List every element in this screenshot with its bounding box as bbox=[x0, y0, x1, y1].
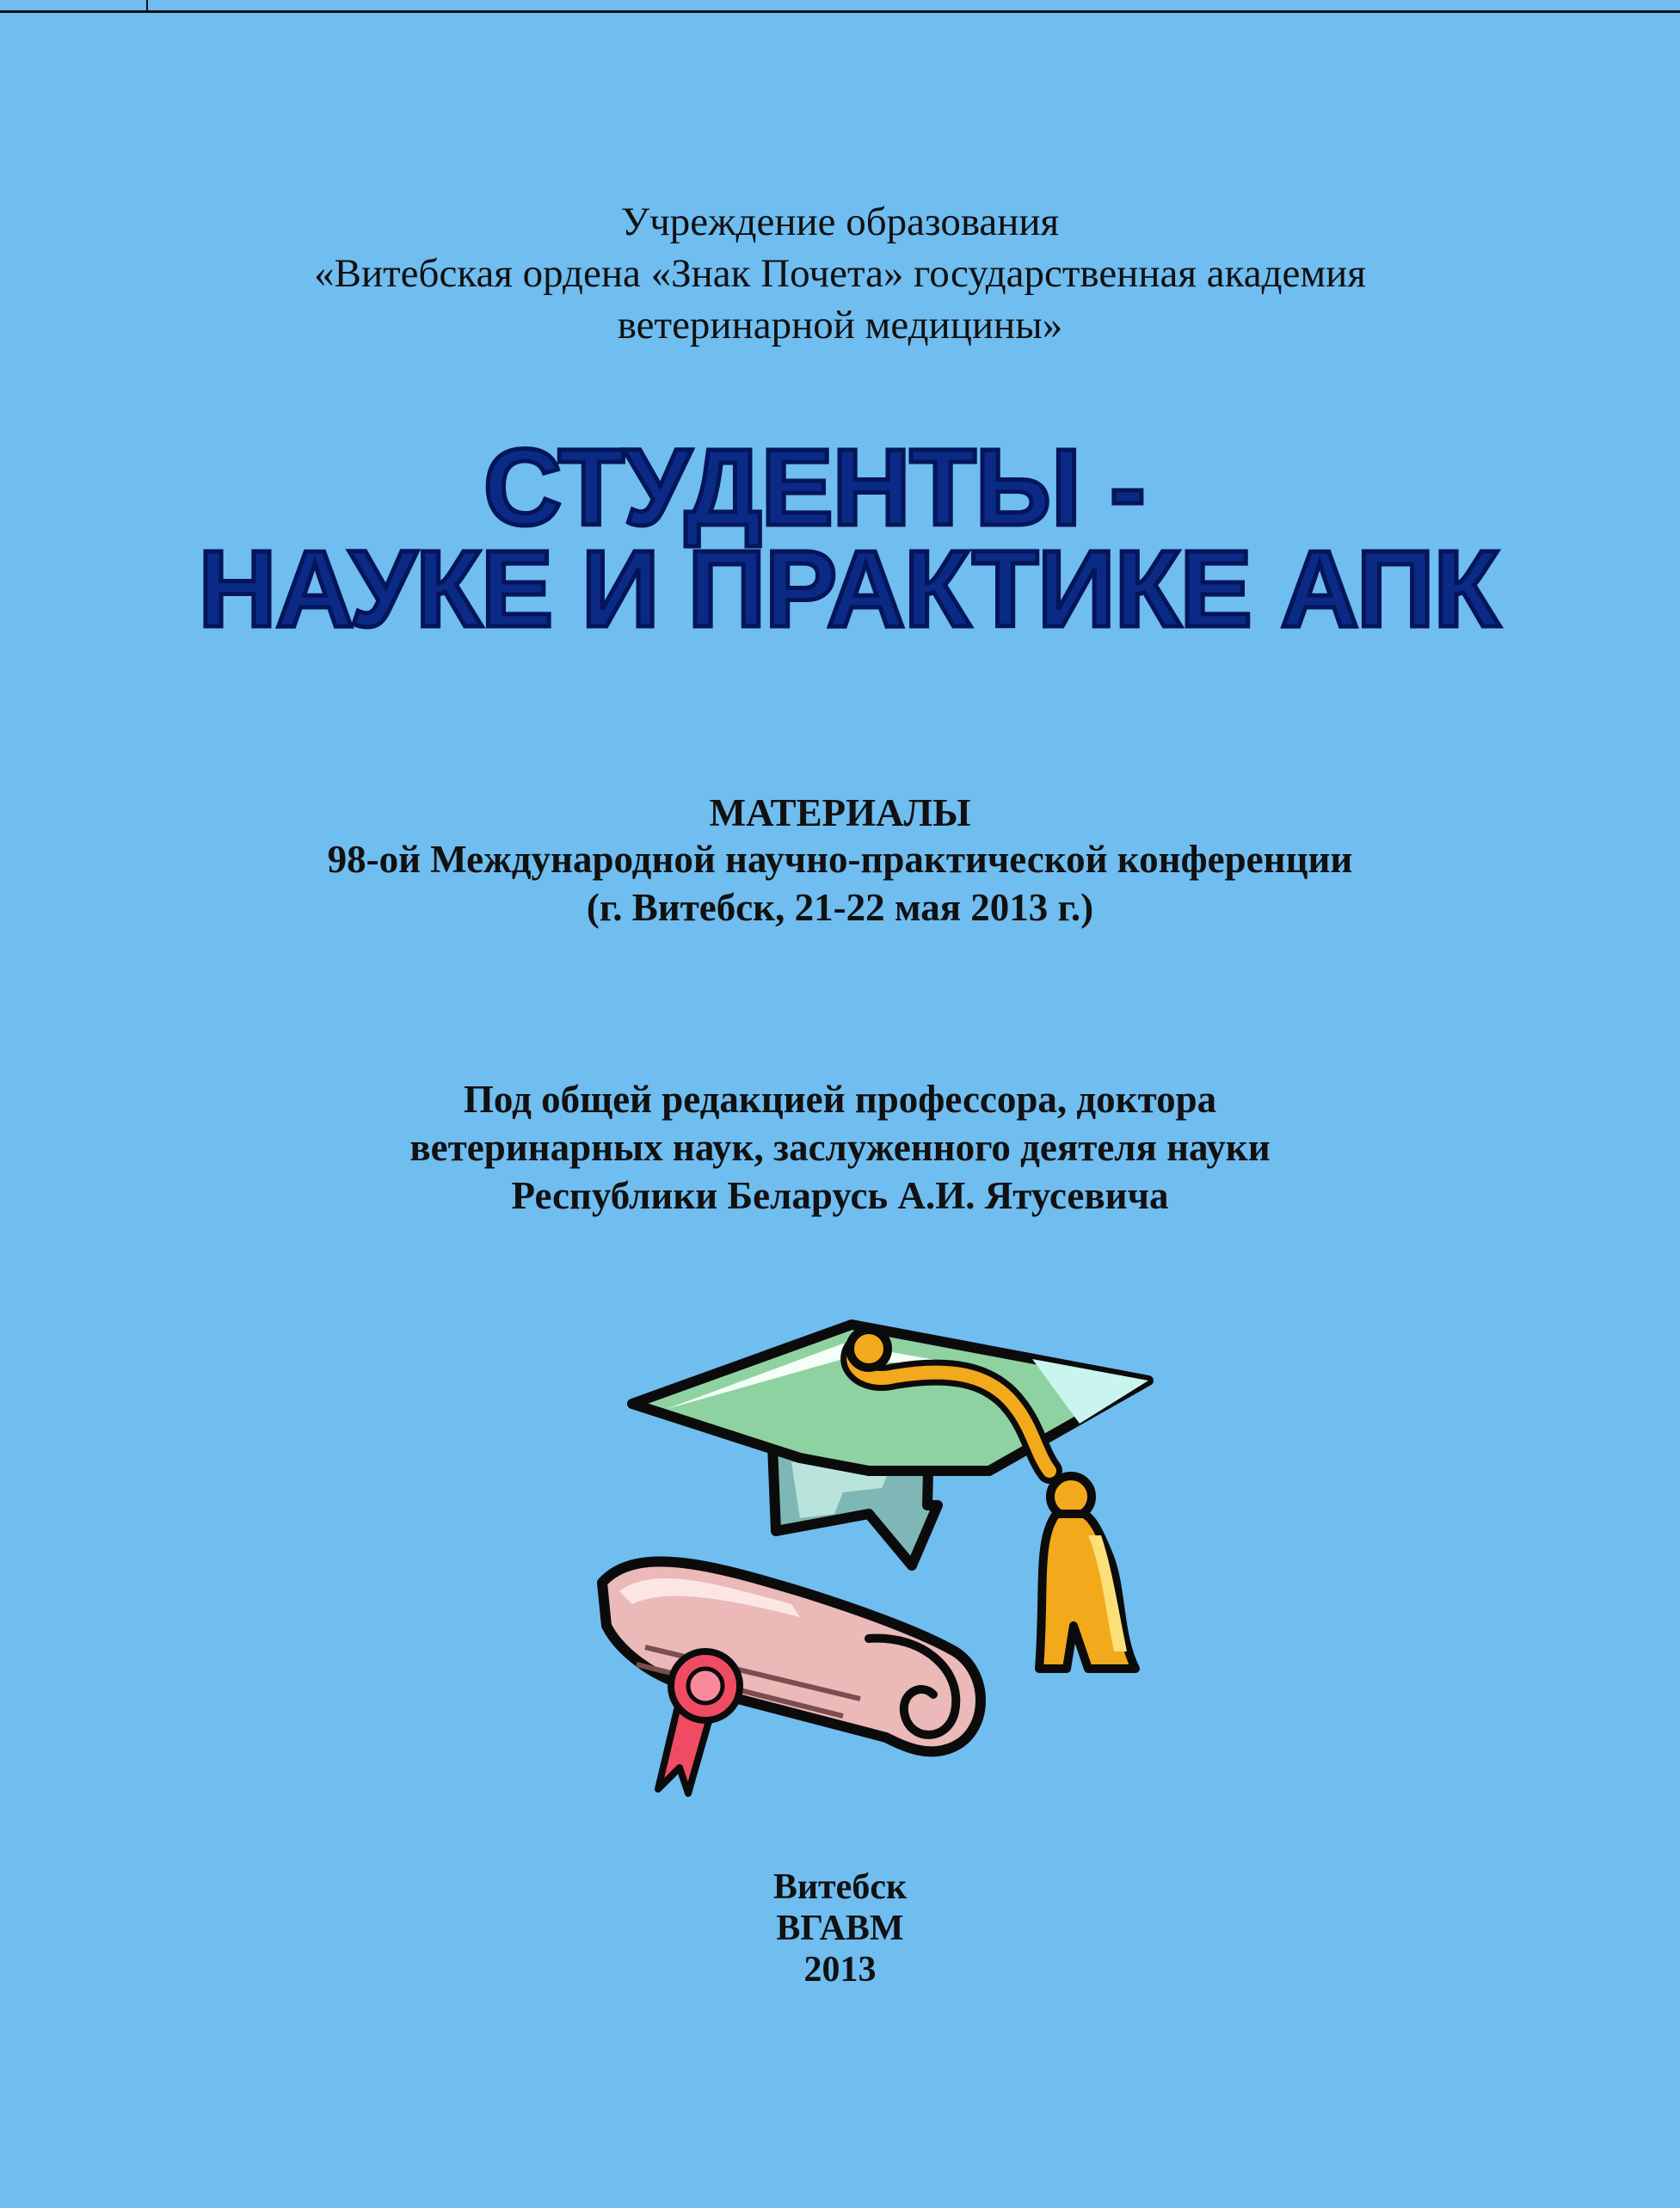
title-line-1: СТУДЕНТЫ - bbox=[483, 427, 1145, 548]
seal-inner bbox=[688, 1669, 723, 1703]
editor-line-1: Под общей редакцией профессора, доктора bbox=[463, 1078, 1217, 1121]
graduation-cap-diploma-icon bbox=[585, 1307, 1170, 1815]
institution-block bbox=[0, 196, 1680, 351]
tassel-button bbox=[850, 1330, 888, 1368]
institution-line-2: «Витебская ордена «Знак Почета» государственная академия bbox=[314, 251, 1366, 296]
editor-block bbox=[0, 1075, 1680, 1220]
top-border-line bbox=[0, 10, 1680, 13]
imprint-city: Витебск bbox=[772, 1867, 908, 1907]
conference-place-date: (г. Витебск, 21-22 мая 2013 г.) bbox=[586, 886, 1094, 929]
editor-line-3: Республики Беларусь А.И. Ятусевича bbox=[511, 1174, 1169, 1217]
imprint-publisher: ВГАВМ bbox=[776, 1909, 904, 1948]
imprint-block bbox=[0, 1867, 1680, 1990]
page-title bbox=[0, 427, 1680, 649]
materials-block bbox=[0, 791, 1680, 929]
institution-line-3: ветеринарной медицины» bbox=[617, 303, 1063, 347]
title-line-2: НАУКЕ И ПРАКТИКЕ АПК bbox=[198, 528, 1499, 649]
editor-line-2: ветеринарных наук, заслуженного деятеля науки bbox=[409, 1126, 1271, 1169]
institution-line-1: Учреждение образования bbox=[620, 200, 1060, 244]
imprint-year: 2013 bbox=[803, 1950, 877, 1990]
top-border-tick bbox=[146, 0, 148, 12]
conference-name: 98-ой Международной научно-практической конференции bbox=[327, 838, 1353, 881]
materials-heading: МАТЕРИАЛЫ bbox=[709, 791, 971, 834]
